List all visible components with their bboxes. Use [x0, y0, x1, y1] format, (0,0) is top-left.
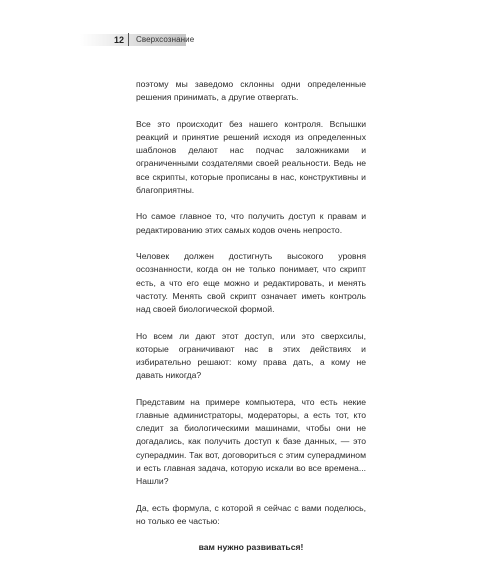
paragraph: Представим на примере компьютера, что есть некие главные администраторы, модераторы, а есть тот, кто следит за биологическими машинами, чтобы они не догадались, как получить доступ к базе данных, — это суперадмин. Так вот, договориться с этим суперадмином и есть главная задача, которую искали во все времена... Нашли? [136, 396, 366, 487]
paragraph: Но всем ли дают этот доступ, или это сверхсилы, которые ограничивают нас в этих действиях и избирательно решают: кому права дать, а кому не давать никогда? [136, 330, 366, 381]
closing-line: вам нужно развиваться! [198, 542, 304, 553]
header-divider [128, 33, 129, 46]
paragraph: Да, есть формула, с которой я сейчас с вами поделюсь, но только ее частью: [136, 502, 366, 526]
page-number: 12 [114, 35, 125, 45]
paragraph: поэтому мы заведомо склонны одни определенные решения принимать, а другие отвергать. [136, 79, 366, 103]
running-title: Сверхсознание [136, 35, 195, 44]
body-text [136, 78, 366, 568]
paragraph: Человек должен достигнуть высокого уровня осознанности, когда он не только понимает, что скрипт есть, а что его еще можно и редактировать, и менять частоту. Менять свой скрипт означает иметь контроль над своей биологической формой. [136, 251, 366, 315]
paragraph: Все это происходит без нашего контроля. Вспышки реакций и принятие решений исходя из определенных шаблонов делают нас подчас заложниками и ограниченными создателями своей реальности. Ведь не все скрипты, которые прописаны в нас, конструктивны и благоприятны. [136, 118, 366, 195]
paragraph: Но самое главное то, что получить доступ к правам и редактированию этих самых кодов очень непросто. [136, 211, 366, 235]
